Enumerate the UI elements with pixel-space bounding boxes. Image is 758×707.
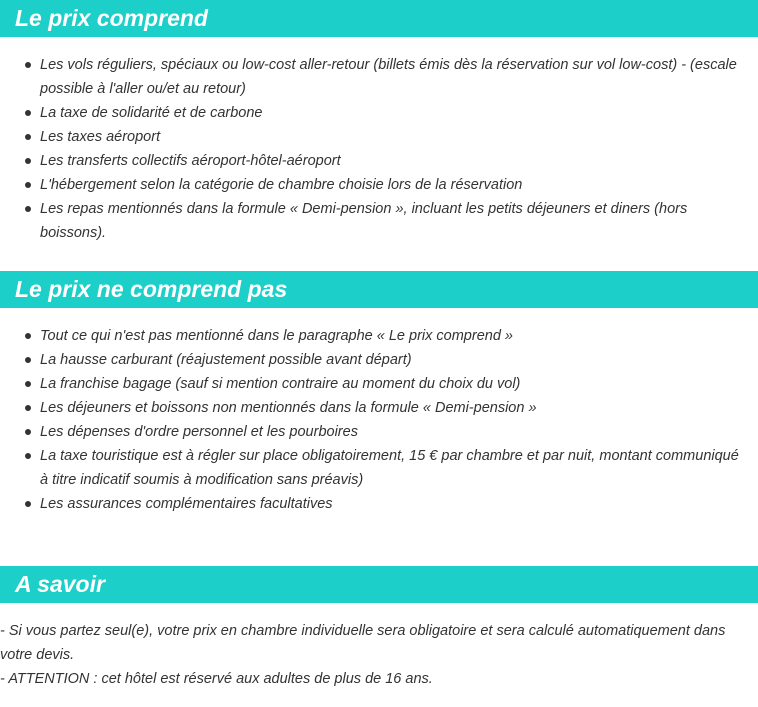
section-title-not-included: Le prix ne comprend pas xyxy=(0,271,758,308)
list-item: Les vols réguliers, spéciaux ou low-cost aller-retour (billets émis dès la réservation sur vol low-cost) - (escale possible à l'aller ou/et au retour) xyxy=(40,53,758,101)
included-list xyxy=(0,53,758,245)
list-item: Tout ce qui n'est pas mentionné dans le paragraphe « Le prix comprend » xyxy=(40,324,758,348)
list-item: Les déjeuners et boissons non mentionnés dans la formule « Demi-pension » xyxy=(40,396,758,420)
note-single-supplement: - Si vous partez seul(e), votre prix en chambre individuelle sera obligatoire et sera calculé automatiquement dans votre devis. xyxy=(0,623,726,663)
list-item: Les transferts collectifs aéroport-hôtel-aéroport xyxy=(40,149,758,173)
list-item: La hausse carburant (réajustement possible avant départ) xyxy=(40,348,758,372)
list-item: Les dépenses d'ordre personnel et les pourboires xyxy=(40,420,758,444)
list-item: Les repas mentionnés dans la formule « Demi-pension », incluant les petits déjeuners et diners (hors boissons). xyxy=(40,197,758,245)
list-item: La taxe touristique est à régler sur place obligatoirement, 15 € par chambre et par nuit, montant communiqué à titre indicatif soumis à modification sans préavis) xyxy=(40,444,758,492)
not-included-list xyxy=(0,324,758,516)
list-item: Les assurances complémentaires facultatives xyxy=(40,492,758,516)
list-item: La taxe de solidarité et de carbone xyxy=(40,101,758,125)
note-adults-only: - ATTENTION : cet hôtel est réservé aux adultes de plus de 16 ans. xyxy=(0,671,433,687)
list-item: Les taxes aéroport xyxy=(40,125,758,149)
list-item: La franchise bagage (sauf si mention contraire au moment du choix du vol) xyxy=(40,372,758,396)
list-item: L'hébergement selon la catégorie de chambre choisie lors de la réservation xyxy=(40,173,758,197)
section-title-good-to-know: A savoir xyxy=(0,566,758,603)
section-title-included: Le prix comprend xyxy=(0,0,758,37)
